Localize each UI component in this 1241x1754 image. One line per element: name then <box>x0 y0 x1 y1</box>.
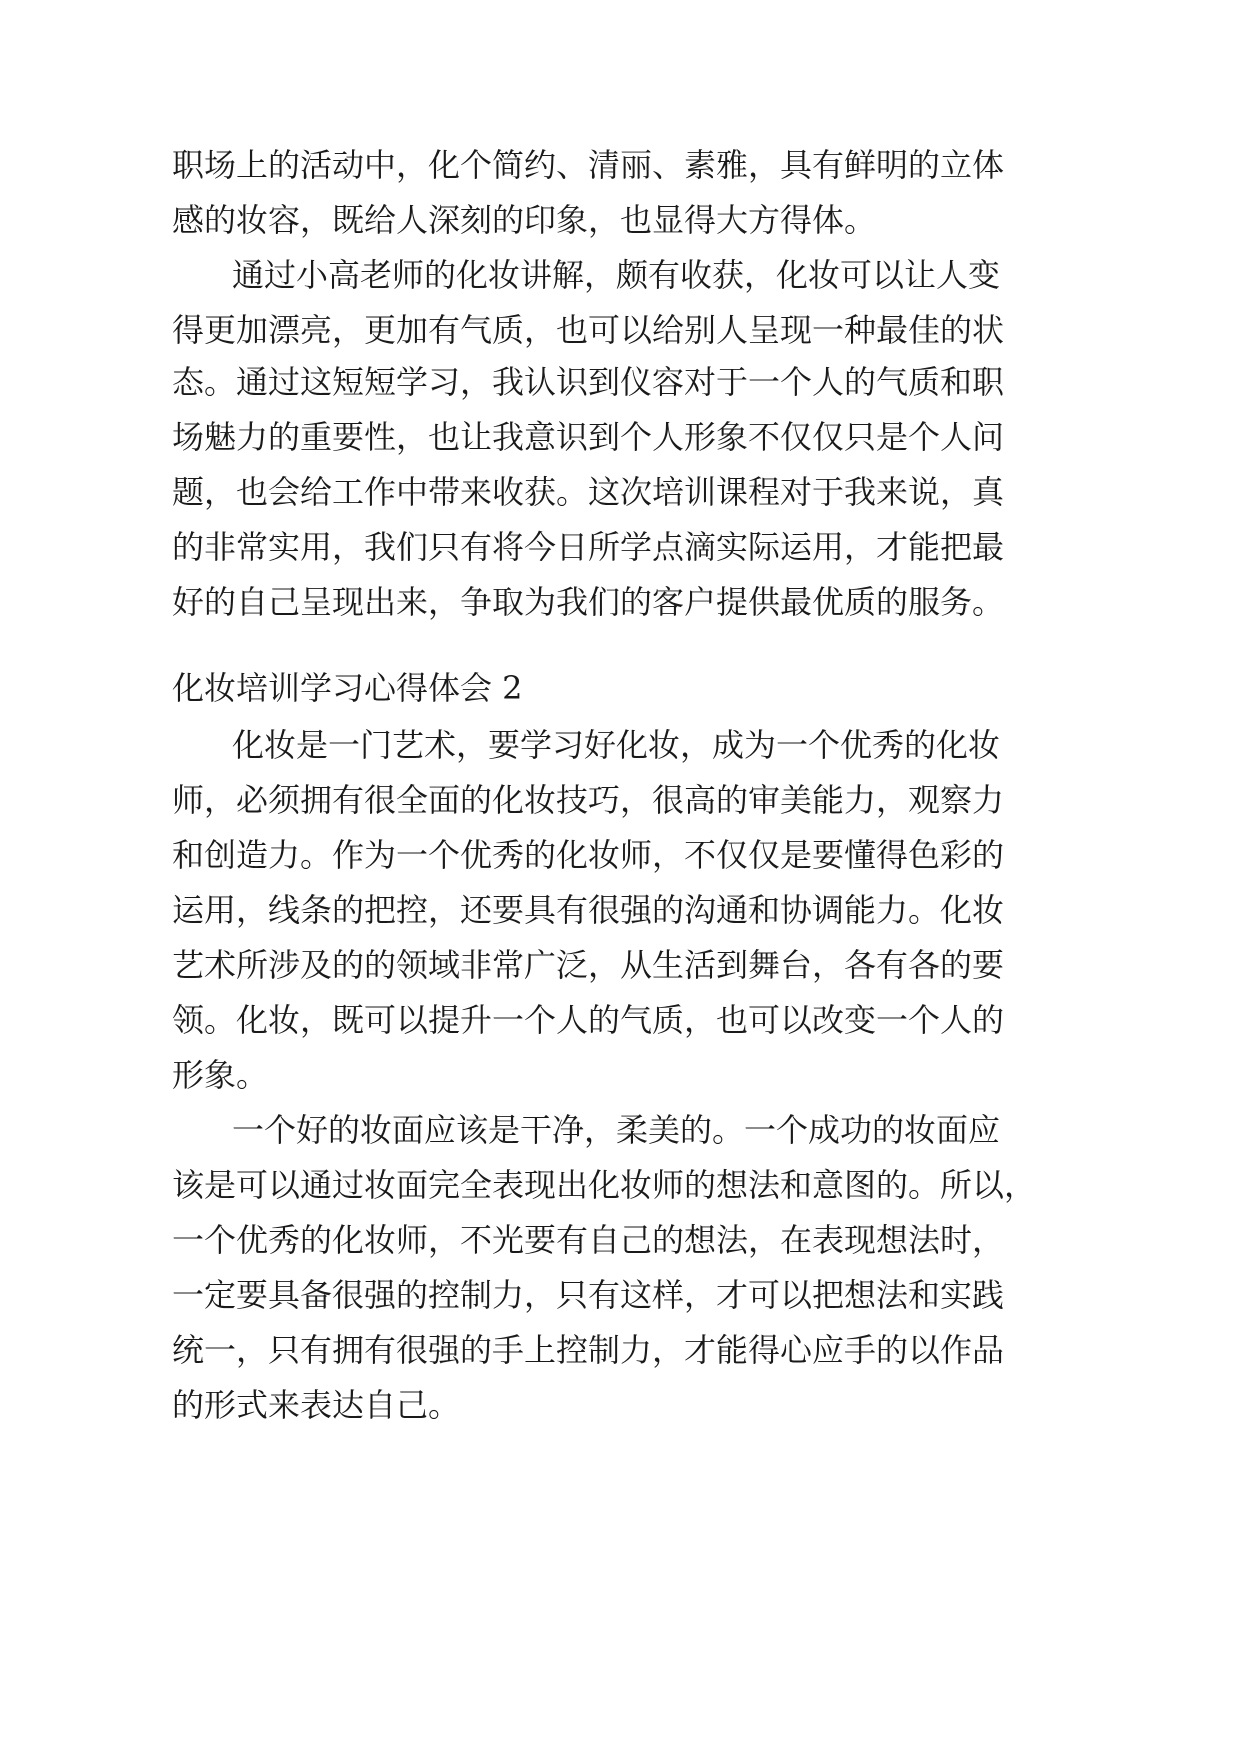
paragraph-2-line-1: 通过小高老师的化妆讲解，颇有收获，化妆可以让人变 <box>232 256 1001 294</box>
paragraph-line <box>0 517 1241 577</box>
section-heading <box>0 658 1241 718</box>
paragraph-line <box>0 880 1241 940</box>
paragraph-2-line-6: 的非常实用，我们只有将今日所学点滴实际运用，才能把最 <box>172 528 1005 566</box>
paragraph-line <box>0 300 1241 360</box>
paragraph-line <box>0 572 1241 632</box>
paragraph-line <box>0 190 1241 250</box>
paragraph-3-line-4: 运用，线条的把控，还要具有很强的沟通和协调能力。化妆 <box>172 891 1005 929</box>
paragraph-line <box>0 1320 1241 1380</box>
paragraph-4-line-3: 一个优秀的化妆师，不光要有自己的想法，在表现想法时， <box>172 1221 1005 1259</box>
paragraph-1-line-1: 职场上的活动中，化个简约、清丽、素雅，具有鲜明的立体 <box>172 146 1005 184</box>
paragraph-line <box>0 990 1241 1050</box>
paragraph-line <box>0 135 1241 195</box>
paragraph-2-line-4: 场魅力的重要性，也让我意识到个人形象不仅仅只是个人问 <box>172 418 1005 456</box>
paragraph-4-line-4: 一定要具备很强的控制力，只有这样，才可以把想法和实践 <box>172 1276 1005 1314</box>
paragraph-4-line-5: 统一，只有拥有很强的手上控制力，才能得心应手的以作品 <box>172 1331 1005 1369</box>
section-title: 化妆培训学习心得体会 2 <box>172 669 523 707</box>
paragraph-1-line-2: 感的妆容，既给人深刻的印象，也显得大方得体。 <box>172 201 877 239</box>
paragraph-line <box>0 715 1241 775</box>
paragraph-3-line-5: 艺术所涉及的的领域非常广泛，从生活到舞台，各有各的要 <box>172 946 1005 984</box>
paragraph-line <box>0 825 1241 885</box>
paragraph-2-line-7: 好的自己呈现出来，争取为我们的客户提供最优质的服务。 <box>172 583 1005 621</box>
paragraph-3-line-2: 师，必须拥有很全面的化妆技巧，很高的审美能力，观察力 <box>172 781 1005 819</box>
paragraph-4-line-6: 的形式来表达自己。 <box>172 1386 461 1424</box>
paragraph-2-line-2: 得更加漂亮，更加有气质，也可以给别人呈现一种最佳的状 <box>172 311 1005 349</box>
paragraph-line <box>0 462 1241 522</box>
paragraph-3-line-7: 形象。 <box>172 1056 269 1094</box>
paragraph-3-line-3: 和创造力。作为一个优秀的化妆师，不仅仅是要懂得色彩的 <box>172 836 1005 874</box>
paragraph-3-line-6: 领。化妆，既可以提升一个人的气质，也可以改变一个人的 <box>172 1001 1005 1039</box>
paragraph-line <box>0 407 1241 467</box>
paragraph-line <box>0 935 1241 995</box>
paragraph-2-line-3: 态。通过这短短学习，我认识到仪容对于一个人的气质和职 <box>172 363 1005 401</box>
paragraph-line <box>0 1045 1241 1105</box>
paragraph-4-line-1: 一个好的妆面应该是干净，柔美的。一个成功的妆面应 <box>232 1111 1001 1149</box>
paragraph-line <box>0 245 1241 305</box>
paragraph-line <box>0 1265 1241 1325</box>
paragraph-line <box>0 1375 1241 1435</box>
paragraph-3-line-1: 化妆是一门艺术，要学习好化妆，成为一个优秀的化妆 <box>232 726 1001 764</box>
paragraph-line <box>0 1155 1241 1215</box>
paragraph-line <box>0 770 1241 830</box>
paragraph-2-line-5: 题，也会给工作中带来收获。这次培训课程对于我来说，真 <box>172 473 1005 511</box>
paragraph-line <box>0 1100 1241 1160</box>
paragraph-line <box>0 1210 1241 1270</box>
paragraph-4-line-2: 该是可以通过妆面完全表现出化妆师的想法和意图的。所以， <box>172 1166 1037 1204</box>
paragraph-line <box>0 352 1241 412</box>
